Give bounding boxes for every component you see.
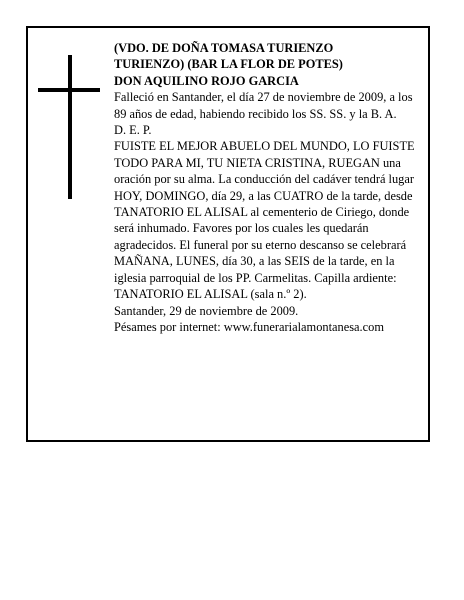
obituary-notice — [26, 26, 430, 442]
deceased-name-line-2: TURIENZO) (BAR LA FLOR DE POTES) — [114, 57, 343, 72]
cross-vertical-bar — [68, 55, 72, 199]
death-statement: Falleció en Santander, el día 27 de noviembre de 2009, a los 89 años de edad, habiendo recibido los SS. SS. y la B. A. — [114, 90, 413, 121]
rip-line: D. E. P. — [114, 123, 152, 138]
condolences-website: Pésames por internet: www.funerarialamontanesa.com — [114, 319, 384, 334]
deceased-name-line-1: (VDO. DE DOÑA TOMASA TURIENZO — [114, 41, 334, 55]
obituary-text — [114, 40, 420, 335]
deceased-name-line-3: DON AQUILINO ROJO GARCIA — [114, 73, 299, 88]
cross-horizontal-bar — [38, 88, 100, 92]
place-and-date: Santander, 29 de noviembre de 2009. — [114, 303, 299, 318]
family-and-arrangements: FUISTE EL MEJOR ABUELO DEL MUNDO, LO FUISTE TODO PARA MI, TU NIETA CRISTINA, RUEGAN una oración por su alma. La conducción del cadáver tendrá lugar HOY, DOMINGO, día 29, a las CUATRO de la tarde, desde TANATORIO EL ALISAL al cementerio de Ciriego, donde será inhumado. Favores por los cuales les quedarán agradecidos. El funeral por su eterno descanso se celebrará MAÑANA, LUNES, día 30, a las SEIS de la tarde, en la iglesia parroquial de los PP. Carmelitas. Capilla ardiente: TANATORIO EL ALISAL (sala n.º 2). — [114, 139, 415, 302]
cross-icon — [38, 55, 100, 199]
